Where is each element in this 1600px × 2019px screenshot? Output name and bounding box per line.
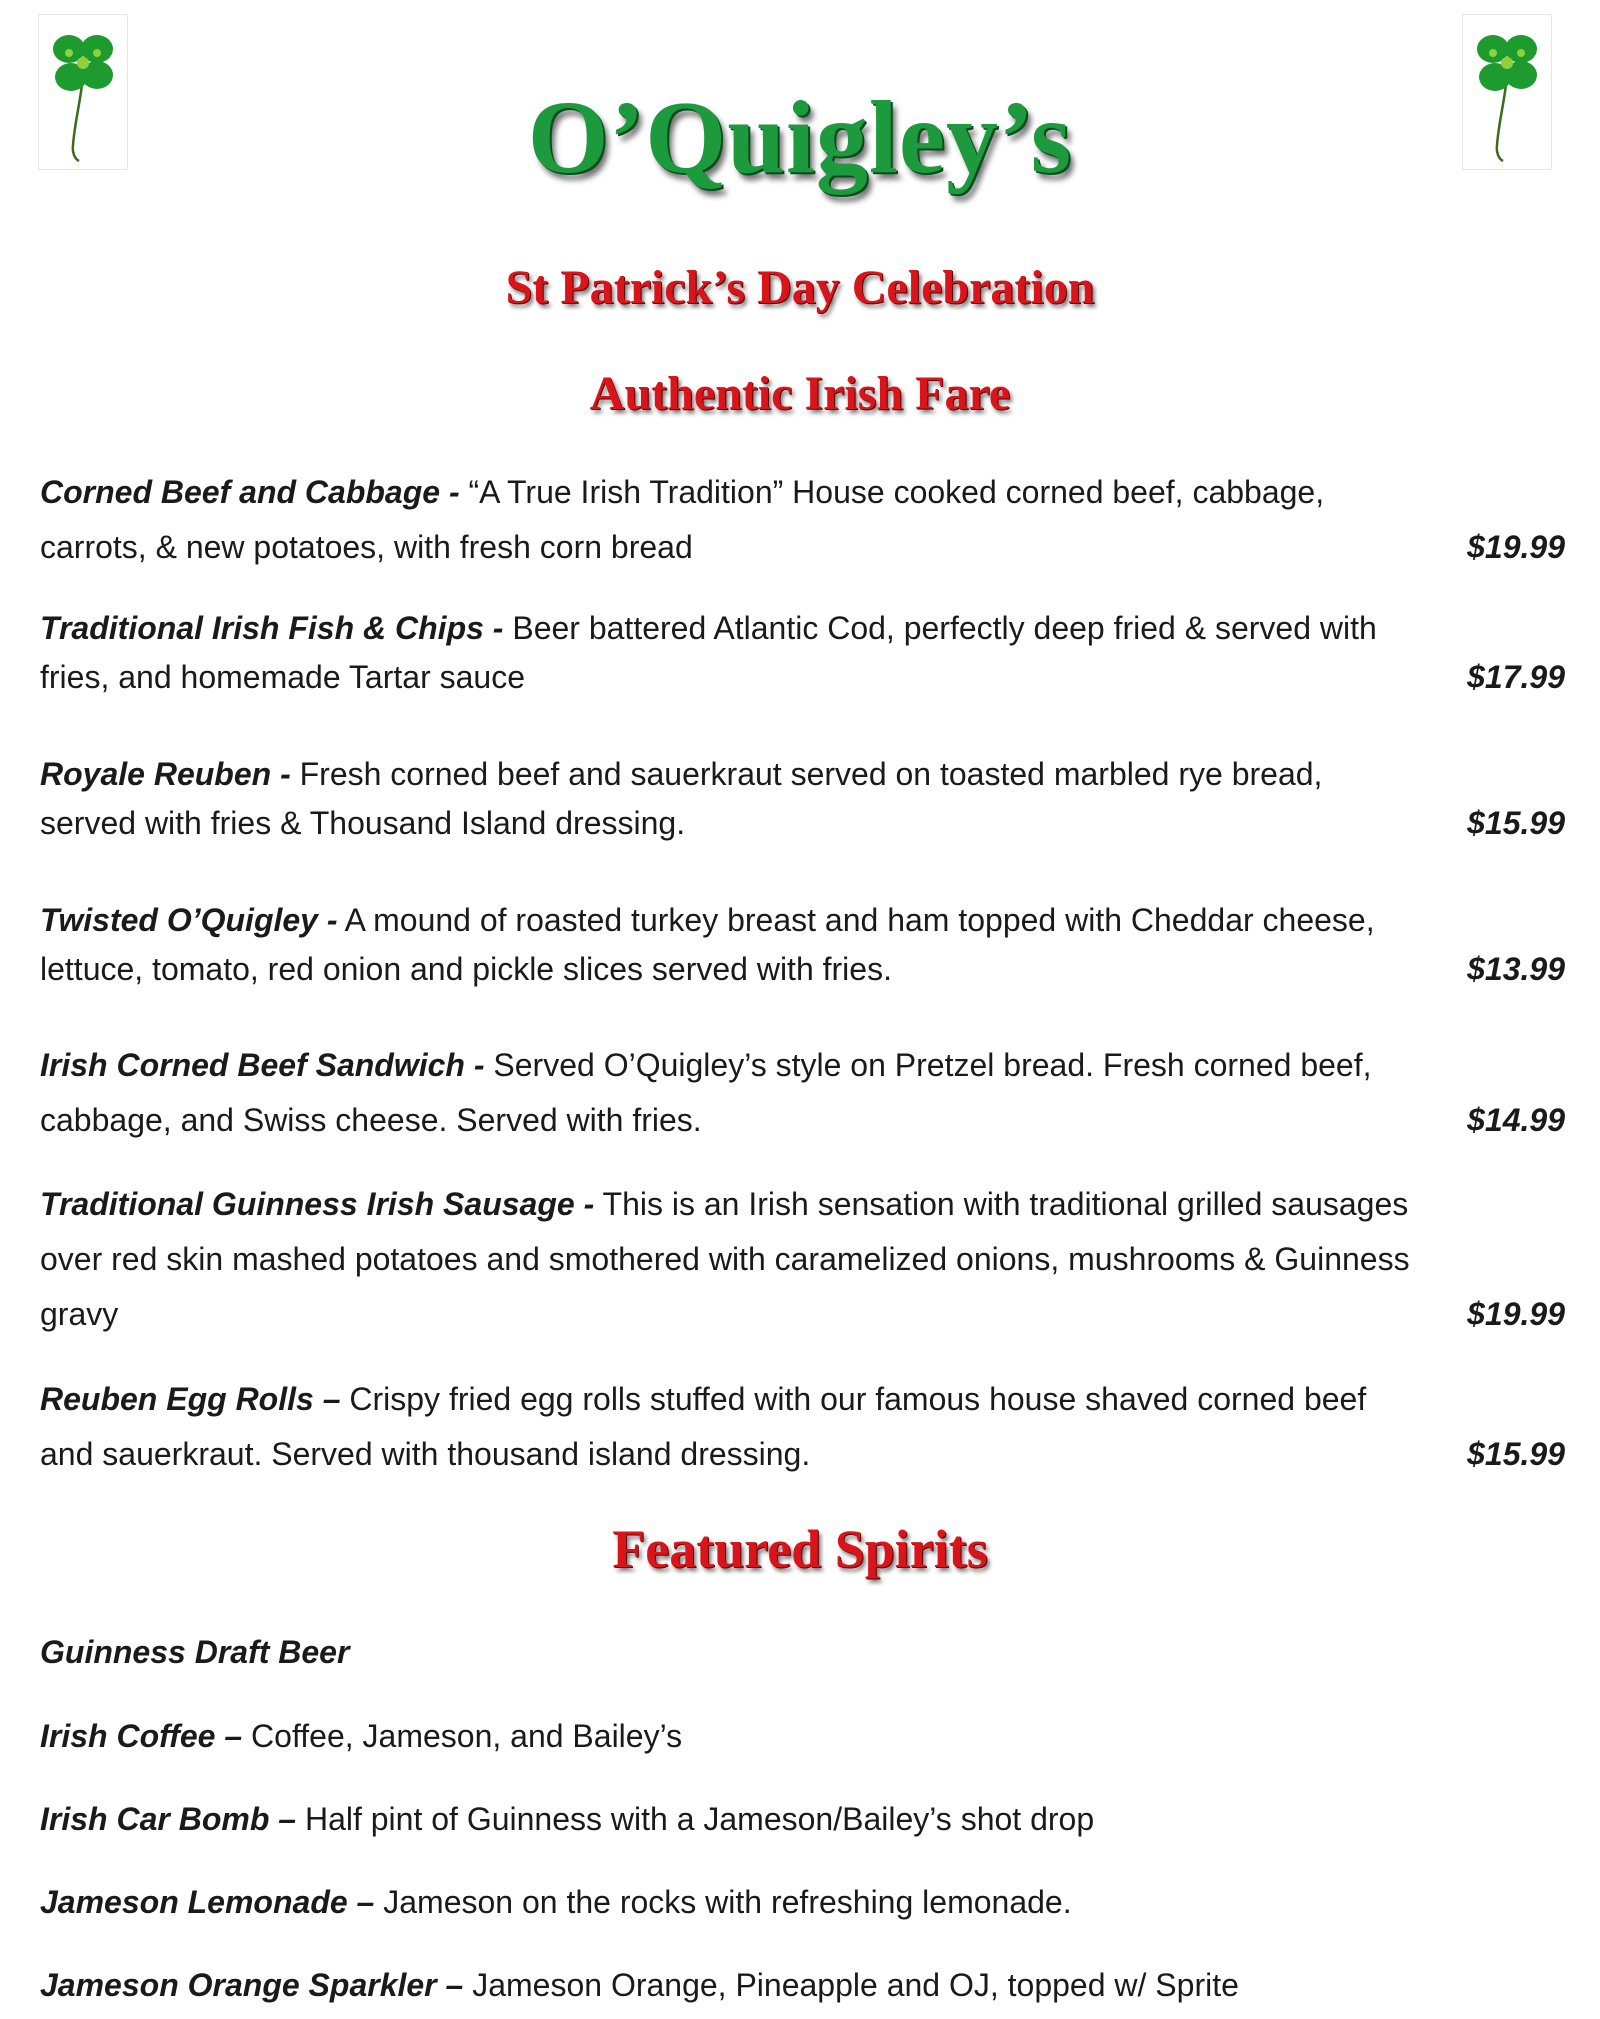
spirit-name: Guinness Draft Beer — [40, 1634, 350, 1670]
menu-item-name: Irish Corned Beef Sandwich - — [40, 1047, 485, 1083]
menu-item-price: $13.99 — [1467, 951, 1565, 987]
fare-heading: Authentic Irish Fare — [589, 367, 1011, 420]
spirits-heading: Featured Spirits — [612, 1519, 988, 1579]
menu-item-price: $19.99 — [1467, 1296, 1565, 1332]
menu-item — [40, 896, 1565, 994]
menu-item-name: Reuben Egg Rolls – — [40, 1381, 341, 1417]
menu-item-price: $15.99 — [1467, 1436, 1565, 1472]
menu-item — [40, 1038, 1565, 1148]
spirit-name: Jameson Lemonade – — [40, 1884, 375, 1920]
spirit-description: Jameson on the rocks with refreshing lemonade. — [374, 1884, 1072, 1920]
menu-item-name: Corned Beef and Cabbage - — [40, 474, 460, 510]
menu-item-description: Beer battered Atlantic Cod, perfectly deep fried & served with fries, and homemade Tartar sauce — [40, 610, 1377, 695]
spirit-item — [40, 1630, 1565, 1674]
menu-item — [40, 1372, 1565, 1482]
spirit-item — [40, 1797, 1565, 1841]
menu-item-price: $19.99 — [1467, 529, 1565, 565]
menu-item-description: “A True Irish Tradition” House cooked corned beef, cabbage, carrots, & new potatoes, with fresh corn bread — [40, 474, 1325, 565]
spirit-name: Irish Coffee – — [40, 1718, 243, 1754]
spirit-item — [40, 1714, 1565, 1758]
menu-item-price: $15.99 — [1467, 805, 1565, 841]
menu-item-name: Traditional Guinness Irish Sausage - — [40, 1186, 595, 1222]
spirit-name: Jameson Orange Sparkler – — [40, 1967, 464, 2003]
menu-item — [40, 465, 1565, 575]
restaurant-title: O’Quigley’s — [527, 80, 1073, 195]
menu-item-name: Royale Reuben - — [40, 756, 291, 792]
menu-item-description: This is an Irish sensation with traditional grilled sausages over red skin mashed potatoes and smothered with caramelized onions, mushrooms & Guinness gravy — [40, 1186, 1410, 1332]
menu-item-description: Served O’Quigley’s style on Pretzel bread. Fresh corned beef, cabbage, and Swiss cheese. Served with fries. — [40, 1047, 1372, 1138]
menu-item-description: A mound of roasted turkey breast and ham topped with Cheddar cheese, lettuce, tomato, red onion and pickle slices served with fries. — [40, 902, 1375, 987]
spirit-item — [40, 1880, 1565, 1924]
menu-item-description: Fresh corned beef and sauerkraut served on toasted marbled rye bread, served with fries & Thousand Island dressing. — [40, 756, 1323, 841]
menu-item-name: Traditional Irish Fish & Chips - — [40, 610, 504, 646]
spirit-description: Jameson Orange, Pineapple and OJ, topped w/ Sprite — [463, 1967, 1239, 2003]
menu-item — [40, 750, 1565, 848]
menu-item — [40, 1177, 1565, 1342]
spirit-description: Coffee, Jameson, and Bailey’s — [242, 1718, 683, 1754]
celebration-heading: St Patrick’s Day Celebration — [505, 261, 1095, 314]
spirit-description: Half pint of Guinness with a Jameson/Bailey’s shot drop — [296, 1801, 1095, 1837]
menu-item-name: Twisted O’Quigley - — [40, 902, 338, 938]
menu-item-price: $17.99 — [1467, 659, 1565, 695]
spirit-name: Irish Car Bomb – — [40, 1801, 297, 1837]
menu-item-price: $14.99 — [1467, 1102, 1565, 1138]
menu-item-description: Crispy fried egg rolls stuffed with our famous house shaved corned beef and sauerkraut. Served with thousand island dressing. — [40, 1381, 1367, 1472]
spirit-item — [40, 1963, 1565, 2007]
menu-item — [40, 604, 1565, 702]
